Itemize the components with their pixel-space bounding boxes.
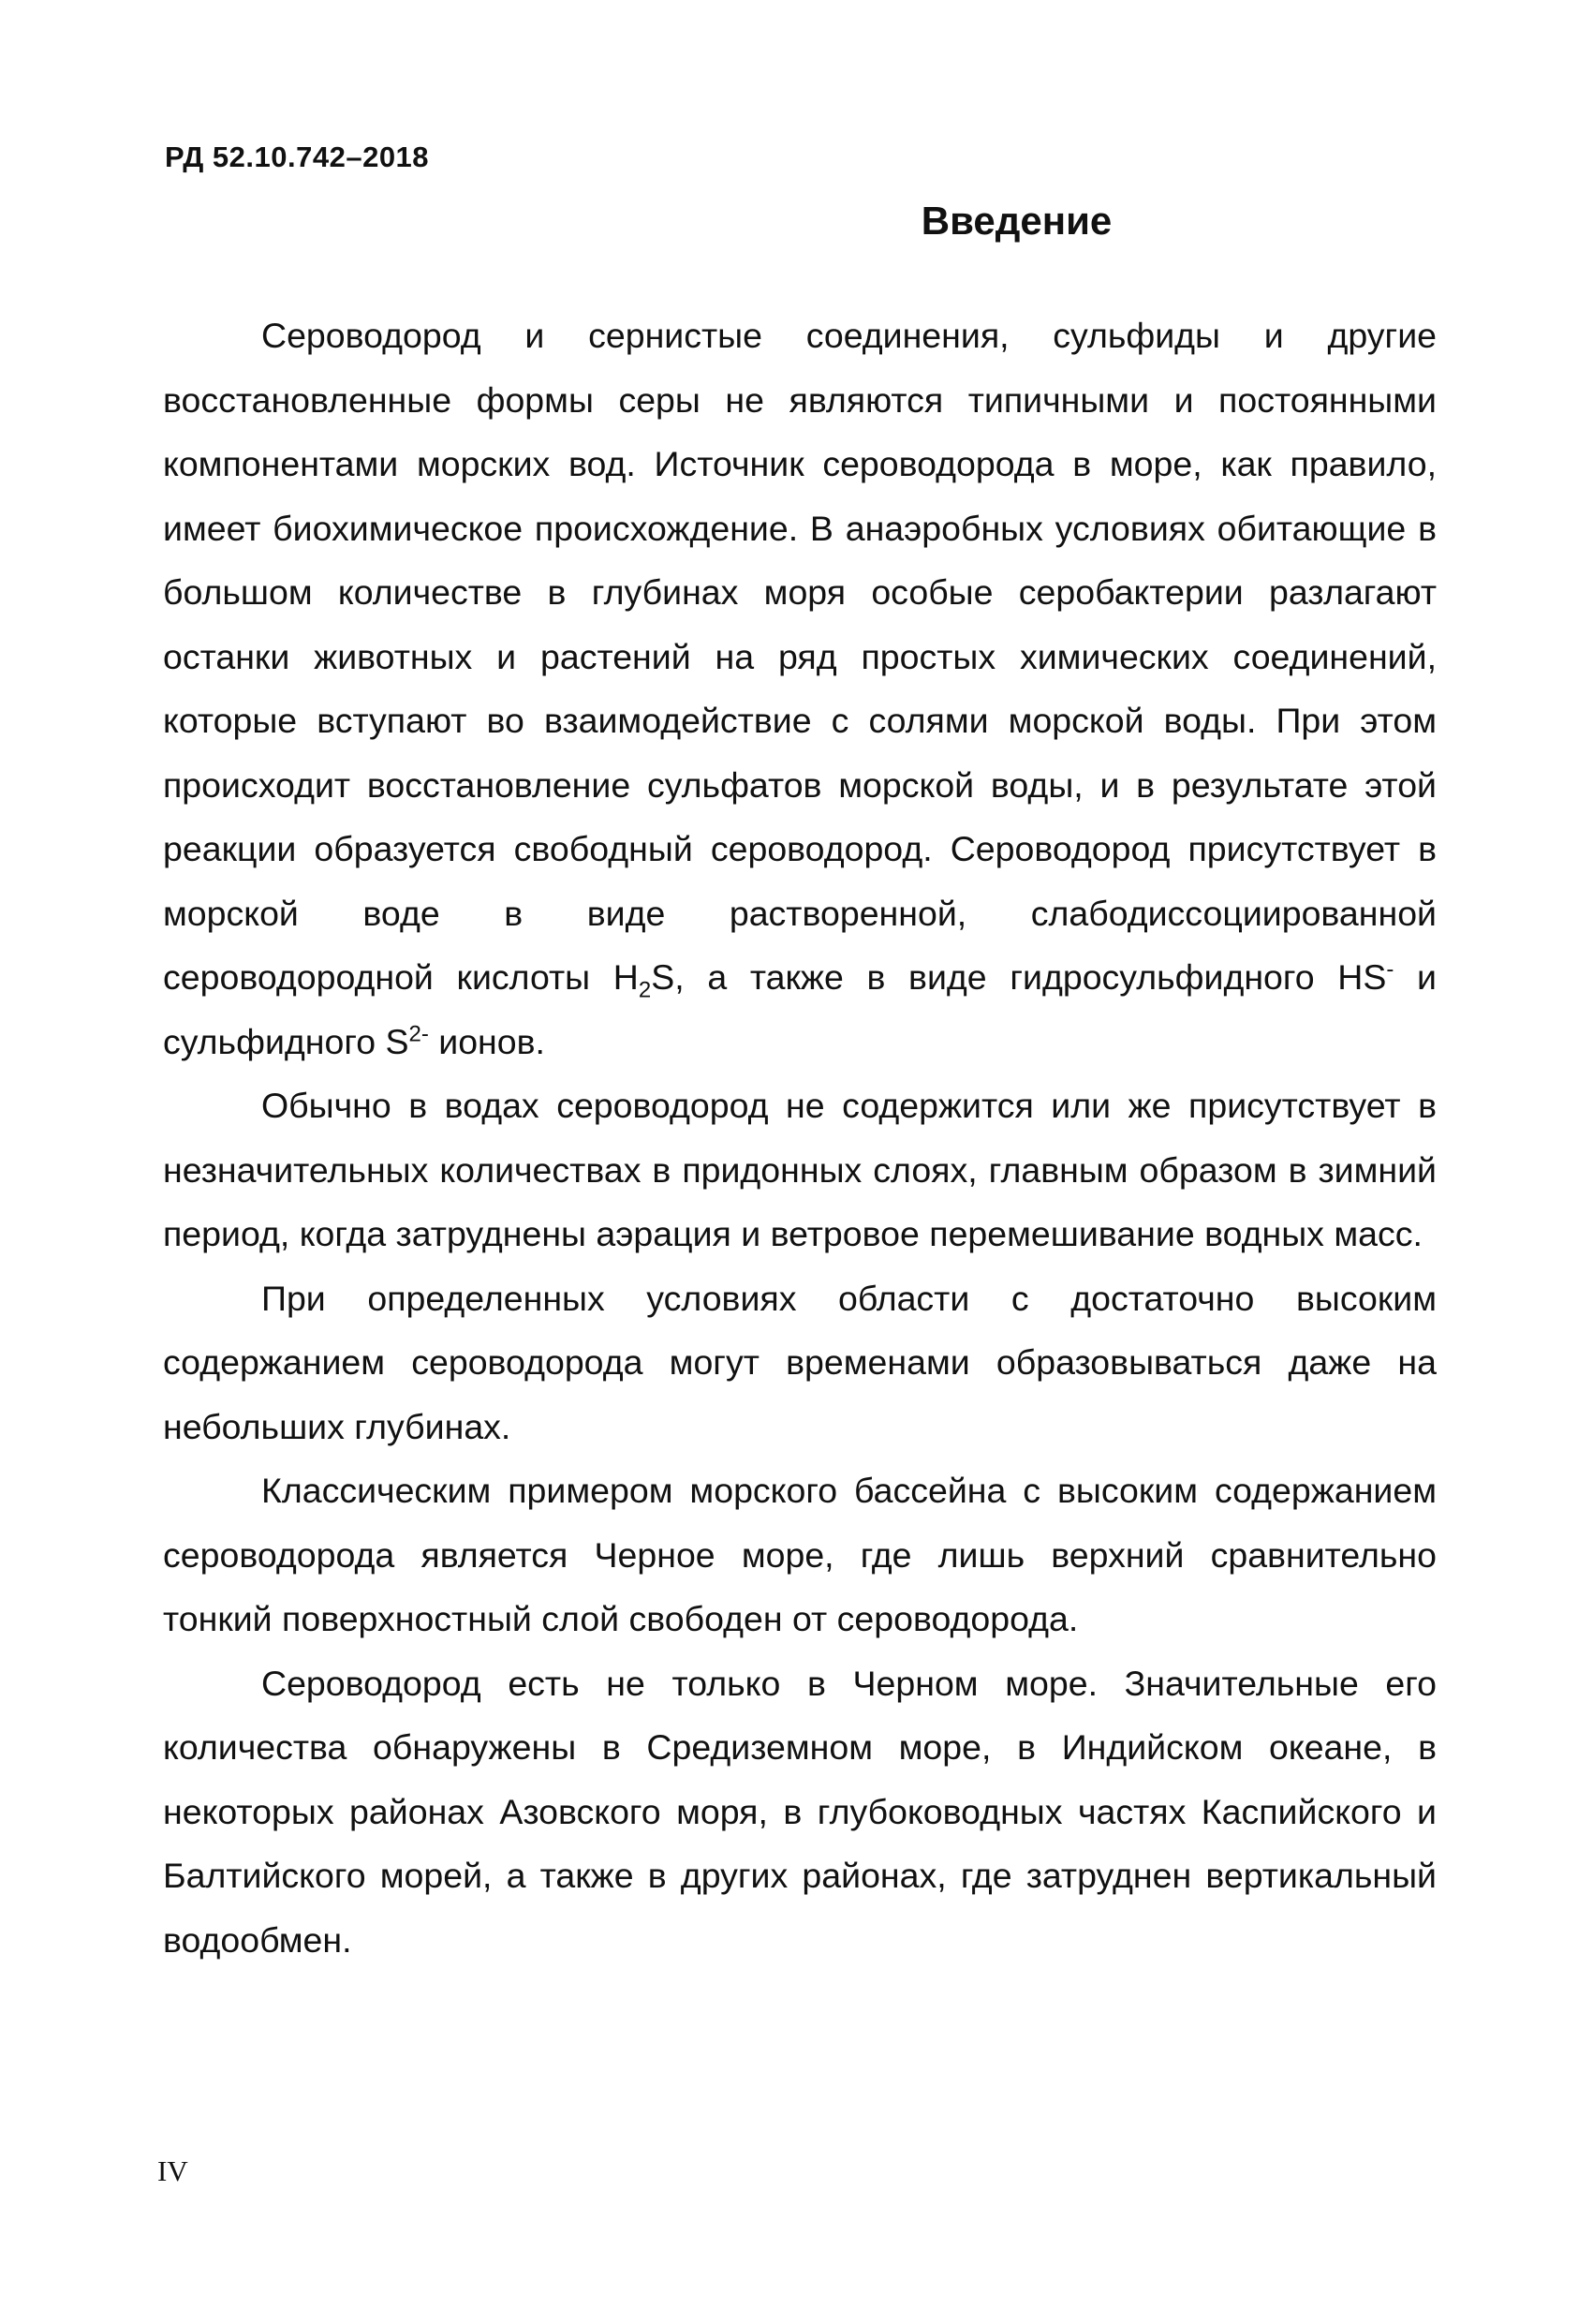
body-text xyxy=(163,303,1437,1972)
paragraph-1-formula-end: ионов. xyxy=(428,1021,545,1061)
paragraph-3: При определенных условиях области с достаточно высоким содержанием сероводорода могут временами образовываться даже на небольших глубинах. xyxy=(163,1278,1437,1446)
paragraph-4: Классическим примером морского бассейна с высоким содержанием сероводорода является Черное море, где лишь верхний сравнительно тонкий поверхностный слой свободен от сероводорода. xyxy=(163,1471,1437,1638)
document-code: РД 52.10.742–2018 xyxy=(165,141,430,173)
page-title: Введение xyxy=(921,199,1113,243)
h2s-subscript: 2 xyxy=(638,977,652,1003)
paragraph-1 xyxy=(163,303,1437,1073)
paragraph-1-formula-tail: S, а также в виде гидросульфидного HS xyxy=(651,957,1387,997)
paragraph-2: Обычно в водах сероводород не содержится или же присутствует в незначительных количествах в придонных слоях, главным образом в зимний период, когда затруднены аэрация и ветровое перемешивание водных масс. xyxy=(163,1086,1437,1253)
paragraph-5: Сероводород есть не только в Черном море. Значительные его количества обнаружены в Средиземном море, в Индийском океане, в некоторых районах Азовского моря, в глубоководных частях Каспийского и Балтийского морей, а также в других районах, где затруднен вертикальный водообмен. xyxy=(163,1663,1437,1960)
paragraph-1-text: Сероводород и сернистые соединения, сульфиды и другие восстановленные формы серы не являются типичными и постоянными компонентами морских вод. Источник сероводорода в море, как правило, имеет биохимическое происхождение. В анаэробных условиях обитающие в большом количестве в глубинах моря особые серобактерии разлагают останки животных и растений на ряд простых химических соединений, которые вступают во взаимодействие с солями морской воды. При этом происходит восстановление сульфатов морской воды, и в результате этой реакции образуется свободный сероводород. Сероводород присутствует в морской воде в виде растворенной, слабодиссоциированной сероводородной кислоты H xyxy=(163,316,1437,997)
hs-superscript: - xyxy=(1386,956,1394,983)
paragraph-1-formula-mid: и сульфидного S xyxy=(163,957,1437,1061)
page-number: IV xyxy=(157,2154,188,2187)
s-superscript: 2- xyxy=(408,1021,429,1046)
